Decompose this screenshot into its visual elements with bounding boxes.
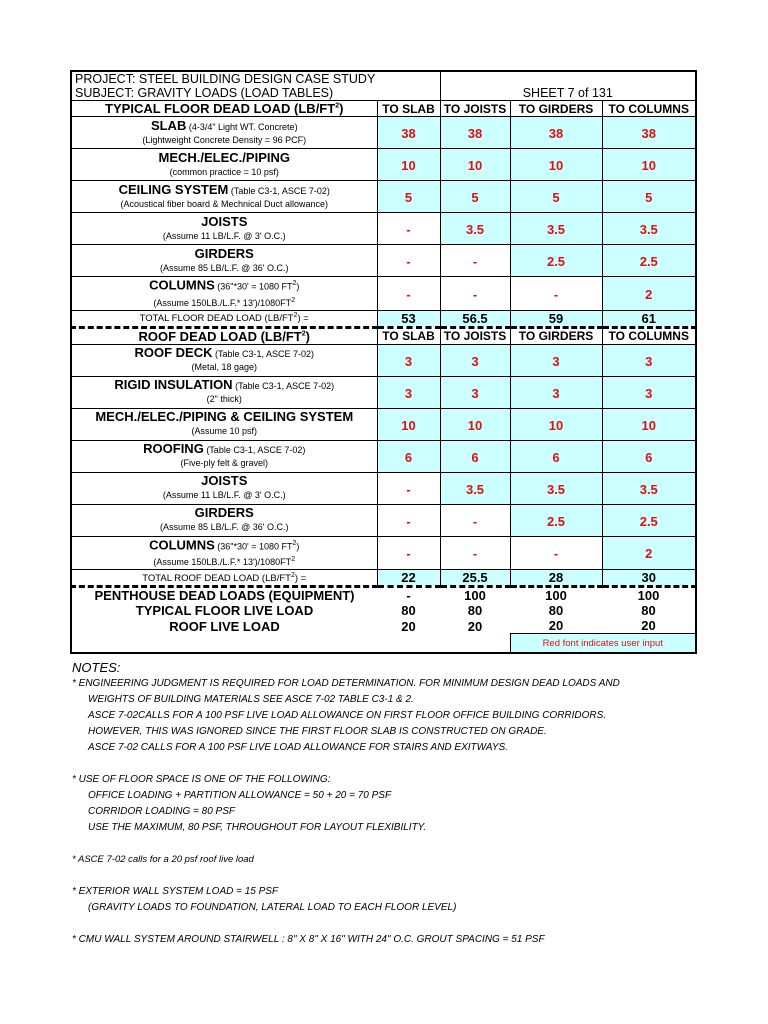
load-item-name: ROOFING xyxy=(143,441,204,457)
superscript: 2 xyxy=(293,312,298,320)
load-value-cell: 38 xyxy=(440,117,510,149)
load-value-cell: - xyxy=(377,277,440,311)
load-item-note: (Acoustical fiber board & Mechnical Duct allowance) xyxy=(120,198,329,209)
superscript: 2 xyxy=(291,296,296,304)
total-value-cell: 28 xyxy=(510,570,602,587)
load-value-cell: 10 xyxy=(602,149,696,181)
roof-total-row xyxy=(71,570,696,587)
total-value-cell: 30 xyxy=(602,570,696,587)
load-item-label xyxy=(71,472,377,504)
load-item-reference-end: ) xyxy=(296,541,300,552)
load-item-label xyxy=(71,344,377,376)
load-item-name: GIRDERS xyxy=(194,505,254,521)
column-header: TO COLUMNS xyxy=(602,327,696,344)
load-value-cell: 2.5 xyxy=(602,504,696,536)
note-line: * ENGINEERING JUDGMENT IS REQUIRED FOR LOAD DETERMINATION. FOR MINIMUM DESIGN DEAD LOADS AND xyxy=(72,678,620,689)
total-value-cell: 59 xyxy=(510,310,602,327)
total-label-end: ) = xyxy=(294,572,307,584)
section-title-text: TYPICAL FLOOR DEAD LOAD (LB/FT xyxy=(105,101,336,116)
load-item-row xyxy=(71,536,696,570)
note-line: * EXTERIOR WALL SYSTEM LOAD = 15 PSF xyxy=(72,886,279,897)
load-item-note: (Assume 85 LB/L.F. @ 36' O.C.) xyxy=(160,262,289,273)
floor-section-header xyxy=(71,101,696,117)
load-item-note: (common practice = 10 psf) xyxy=(169,166,279,177)
total-label-text: TOTAL ROOF DEAD LOAD (LB/FT xyxy=(142,572,291,584)
summary-value-cell: 80 xyxy=(467,603,483,619)
load-item-row xyxy=(71,117,696,149)
column-header: TO SLAB xyxy=(377,101,440,117)
load-value-cell: 3 xyxy=(602,376,696,408)
load-value-cell: 3 xyxy=(602,344,696,376)
load-value-cell: 3.5 xyxy=(510,213,602,245)
load-item-reference: (Table C3-1, ASCE 7-02) xyxy=(203,445,306,456)
load-value-cell: 3 xyxy=(440,376,510,408)
load-value-cell: - xyxy=(377,536,440,570)
load-value-cell: - xyxy=(440,536,510,570)
load-value-cell: - xyxy=(377,245,440,277)
load-item-reference: (Table C3-1, ASCE 7-02) xyxy=(228,185,330,196)
load-item-note: (Lightweight Concrete Density = 96 PCF) xyxy=(142,134,307,145)
note-line: * CMU WALL SYSTEM AROUND STAIRWELL : 8" X 8" X 16" WITH 24" O.C. GROUT SPACING = 51 PSF xyxy=(72,934,545,945)
load-item-reference: (36"*30' = 1080 FT xyxy=(214,541,293,552)
total-label-text: TOTAL FLOOR DEAD LOAD (LB/FT xyxy=(139,313,294,325)
note-line: HOWEVER, THIS WAS IGNORED SINCE THE FIRST FLOOR SLAB IS CONSTRUCTED ON GRADE. xyxy=(88,726,547,737)
load-value-cell: - xyxy=(440,504,510,536)
note-line: * USE OF FLOOR SPACE IS ONE OF THE FOLLOWING: xyxy=(72,774,331,785)
load-item-row xyxy=(71,277,696,311)
note-line: (GRAVITY LOADS TO FOUNDATION, LATERAL LOAD TO EACH FLOOR LEVEL) xyxy=(88,902,457,913)
column-header: TO SLAB xyxy=(377,327,440,344)
load-item-reference: (Table C3-1, ASCE 7-02) xyxy=(212,349,315,360)
load-item-note: (Assume 11 LB/L.F. @ 3' O.C.) xyxy=(162,490,286,501)
load-value-cell: 5 xyxy=(440,181,510,213)
load-value-cell: 6 xyxy=(377,440,440,472)
load-item-label xyxy=(71,536,377,570)
load-item-name: COLUMNS xyxy=(149,537,215,553)
load-item-name: RIGID INSULATION xyxy=(114,377,233,393)
floor-total-row xyxy=(71,310,696,327)
superscript: 2 xyxy=(291,556,296,564)
summary-value-cell: 100 xyxy=(510,587,602,604)
load-value-cell: 38 xyxy=(510,117,602,149)
load-item-name: CEILING SYSTEM xyxy=(118,181,229,197)
summary-load-row xyxy=(71,603,696,618)
load-item-note: (Assume 150LB./L.F.* 13')/1080FT xyxy=(153,297,292,308)
superscript: 2 xyxy=(290,571,295,579)
load-value-cell: 10 xyxy=(440,408,510,440)
load-item-note: (Assume 150LB./L.F.* 13')/1080FT xyxy=(153,557,292,568)
load-item-note: (2" thick) xyxy=(206,394,242,405)
load-value-cell: - xyxy=(440,277,510,311)
load-value-cell: 10 xyxy=(510,149,602,181)
total-value-cell: 56.5 xyxy=(440,310,510,327)
load-item-row xyxy=(71,408,696,440)
legend-row xyxy=(71,634,696,654)
gravity-load-table xyxy=(70,70,697,654)
load-value-cell: 5 xyxy=(377,181,440,213)
load-item-note: (Metal, 18 gage) xyxy=(191,362,258,373)
load-value-cell: 3.5 xyxy=(440,472,510,504)
load-item-note: (Assume 10 psf) xyxy=(191,426,258,437)
user-input-legend: Red font indicates user input xyxy=(510,634,696,654)
load-value-cell: 3.5 xyxy=(510,472,602,504)
floor-total-label xyxy=(71,310,377,327)
summary-value-cell: 80 xyxy=(401,603,416,619)
load-item-label xyxy=(71,277,377,311)
summary-value-cell: 100 xyxy=(602,587,696,604)
load-item-row xyxy=(71,181,696,213)
sheet-number: SHEET 7 of 131 xyxy=(440,86,696,101)
load-item-reference-end: ) xyxy=(296,281,300,292)
roof-section-title xyxy=(71,327,377,344)
section-title-end: ) xyxy=(339,101,344,116)
load-item-note: (Five-ply felt & gravel) xyxy=(180,458,269,469)
summary-load-label: PENTHOUSE DEAD LOADS (EQUIPMENT) xyxy=(71,587,377,604)
load-item-row xyxy=(71,504,696,536)
subject-line: SUBJECT: GRAVITY LOADS (LOAD TABLES) xyxy=(71,86,440,101)
load-item-row xyxy=(71,245,696,277)
load-item-name: JOISTS xyxy=(201,473,248,489)
total-value-cell: 25.5 xyxy=(440,570,510,587)
load-item-label xyxy=(71,245,377,277)
load-value-cell: 2.5 xyxy=(510,504,602,536)
superscript: 2 xyxy=(335,102,340,110)
load-value-cell: 5 xyxy=(510,181,602,213)
load-value-cell: 6 xyxy=(602,440,696,472)
summary-value-cell: 20 xyxy=(467,618,483,634)
superscript: 2 xyxy=(292,280,297,287)
load-item-row xyxy=(71,149,696,181)
total-value-cell: 61 xyxy=(602,310,696,327)
load-value-cell: 3 xyxy=(377,376,440,408)
note-line: ASCE 7-02 CALLS FOR A 100 PSF LIVE LOAD ALLOWANCE FOR STAIRS AND EXITWAYS. xyxy=(88,742,508,753)
summary-load-row xyxy=(71,587,696,604)
summary-value-cell: 20 xyxy=(401,618,416,634)
note-line: CORRIDOR LOADING = 80 PSF xyxy=(88,806,235,817)
load-item-reference: (Table C3-1, ASCE 7-02) xyxy=(232,381,335,392)
load-value-cell: 2.5 xyxy=(602,245,696,277)
load-value-cell: 38 xyxy=(377,117,440,149)
load-value-cell: 3 xyxy=(440,344,510,376)
load-item-reference: (36"*30' = 1080 FT xyxy=(214,281,293,292)
load-value-cell: 3.5 xyxy=(440,213,510,245)
load-value-cell: 5 xyxy=(602,181,696,213)
column-header: TO COLUMNS xyxy=(602,101,696,117)
load-value-cell: 6 xyxy=(440,440,510,472)
load-value-cell: 2.5 xyxy=(510,245,602,277)
load-item-name: GIRDERS xyxy=(194,245,254,261)
note-line: * ASCE 7-02 calls for a 20 psf roof live load xyxy=(72,854,254,865)
load-value-cell: 2 xyxy=(602,536,696,570)
total-label-end: ) = xyxy=(297,313,309,325)
superscript: 2 xyxy=(292,539,297,547)
section-title-end: ) xyxy=(305,328,310,344)
load-item-label xyxy=(71,181,377,213)
summary-load-label: ROOF LIVE LOAD xyxy=(169,618,280,634)
summary-value-cell: 80 xyxy=(641,603,656,619)
column-header: TO GIRDERS xyxy=(510,101,602,117)
project-line: PROJECT: STEEL BUILDING DESIGN CASE STUDY xyxy=(71,71,440,86)
note-line: OFFICE LOADING + PARTITION ALLOWANCE = 50 + 20 = 70 PSF xyxy=(88,790,392,801)
load-value-cell: 10 xyxy=(377,149,440,181)
summary-value-cell: 80 xyxy=(548,603,564,619)
load-item-name: COLUMNS xyxy=(149,277,215,293)
summary-value-cell: 20 xyxy=(548,618,564,634)
load-item-name: SLAB xyxy=(150,117,187,133)
load-item-label xyxy=(71,408,377,440)
load-value-cell: 2 xyxy=(602,277,696,311)
load-item-row xyxy=(71,213,696,245)
load-item-row xyxy=(71,472,696,504)
load-item-label xyxy=(71,213,377,245)
summary-value-cell: 20 xyxy=(641,618,656,634)
load-value-cell: - xyxy=(377,472,440,504)
summary-load-row xyxy=(71,618,696,634)
load-value-cell: - xyxy=(440,245,510,277)
floor-section-title xyxy=(71,101,377,117)
load-value-cell: 10 xyxy=(602,408,696,440)
load-value-cell: 3 xyxy=(510,376,602,408)
notes-title: NOTES: xyxy=(72,660,121,675)
load-value-cell: 10 xyxy=(510,408,602,440)
load-item-label xyxy=(71,376,377,408)
load-table-sheet xyxy=(70,70,695,654)
load-value-cell: 3 xyxy=(510,344,602,376)
load-item-name: JOISTS xyxy=(201,213,248,229)
load-value-cell: 38 xyxy=(602,117,696,149)
note-line: USE THE MAXIMUM, 80 PSF, THROUGHOUT FOR LAYOUT FLEXIBILITY. xyxy=(88,822,427,833)
load-value-cell: 10 xyxy=(377,408,440,440)
column-header: TO JOISTS xyxy=(440,327,510,344)
load-value-cell: 6 xyxy=(510,440,602,472)
load-value-cell: - xyxy=(510,536,602,570)
load-value-cell: - xyxy=(377,213,440,245)
summary-value-cell: - xyxy=(377,587,440,604)
load-item-name: ROOF DECK xyxy=(134,345,213,361)
load-item-label xyxy=(71,504,377,536)
load-item-label xyxy=(71,440,377,472)
header-row-project xyxy=(71,71,696,86)
header-row-subject xyxy=(71,86,696,101)
load-item-note: (Assume 85 LB/L.F. @ 36' O.C.) xyxy=(160,522,289,533)
column-header: TO GIRDERS xyxy=(510,327,602,344)
load-item-row xyxy=(71,440,696,472)
note-line: WEIGHTS OF BUILDING MATERIALS SEE ASCE 7-02 TABLE C3-1 & 2. xyxy=(88,694,414,705)
load-item-row xyxy=(71,376,696,408)
load-value-cell: 3 xyxy=(377,344,440,376)
load-item-label xyxy=(71,149,377,181)
load-value-cell: 3.5 xyxy=(602,213,696,245)
superscript: 2 xyxy=(301,330,306,338)
load-value-cell: - xyxy=(510,277,602,311)
column-header: TO JOISTS xyxy=(440,101,510,117)
total-value-cell: 22 xyxy=(377,570,440,587)
total-value-cell: 53 xyxy=(377,310,440,327)
roof-total-label xyxy=(71,570,377,587)
summary-value-cell: 100 xyxy=(440,587,510,604)
notes-section xyxy=(72,660,712,948)
load-item-reference: (4-3/4" Light WT. Concrete) xyxy=(186,121,298,132)
load-item-label xyxy=(71,117,377,149)
summary-load-label: TYPICAL FLOOR LIVE LOAD xyxy=(135,603,314,619)
load-item-row xyxy=(71,344,696,376)
load-item-name: MECH./ELEC./PIPING xyxy=(158,149,290,165)
load-value-cell: - xyxy=(377,504,440,536)
load-item-note: (Assume 11 LB/L.F. @ 3' O.C.) xyxy=(162,230,286,241)
load-item-name: MECH./ELEC./PIPING & CEILING SYSTEM xyxy=(95,409,354,425)
section-title-text: ROOF DEAD LOAD (LB/FT xyxy=(138,328,302,344)
note-line: ASCE 7-02CALLS FOR A 100 PSF LIVE LOAD ALLOWANCE ON FIRST FLOOR OFFICE BUILDING CORRIDORS. xyxy=(88,710,607,721)
load-value-cell: 3.5 xyxy=(602,472,696,504)
roof-section-header xyxy=(71,327,696,344)
load-value-cell: 10 xyxy=(440,149,510,181)
